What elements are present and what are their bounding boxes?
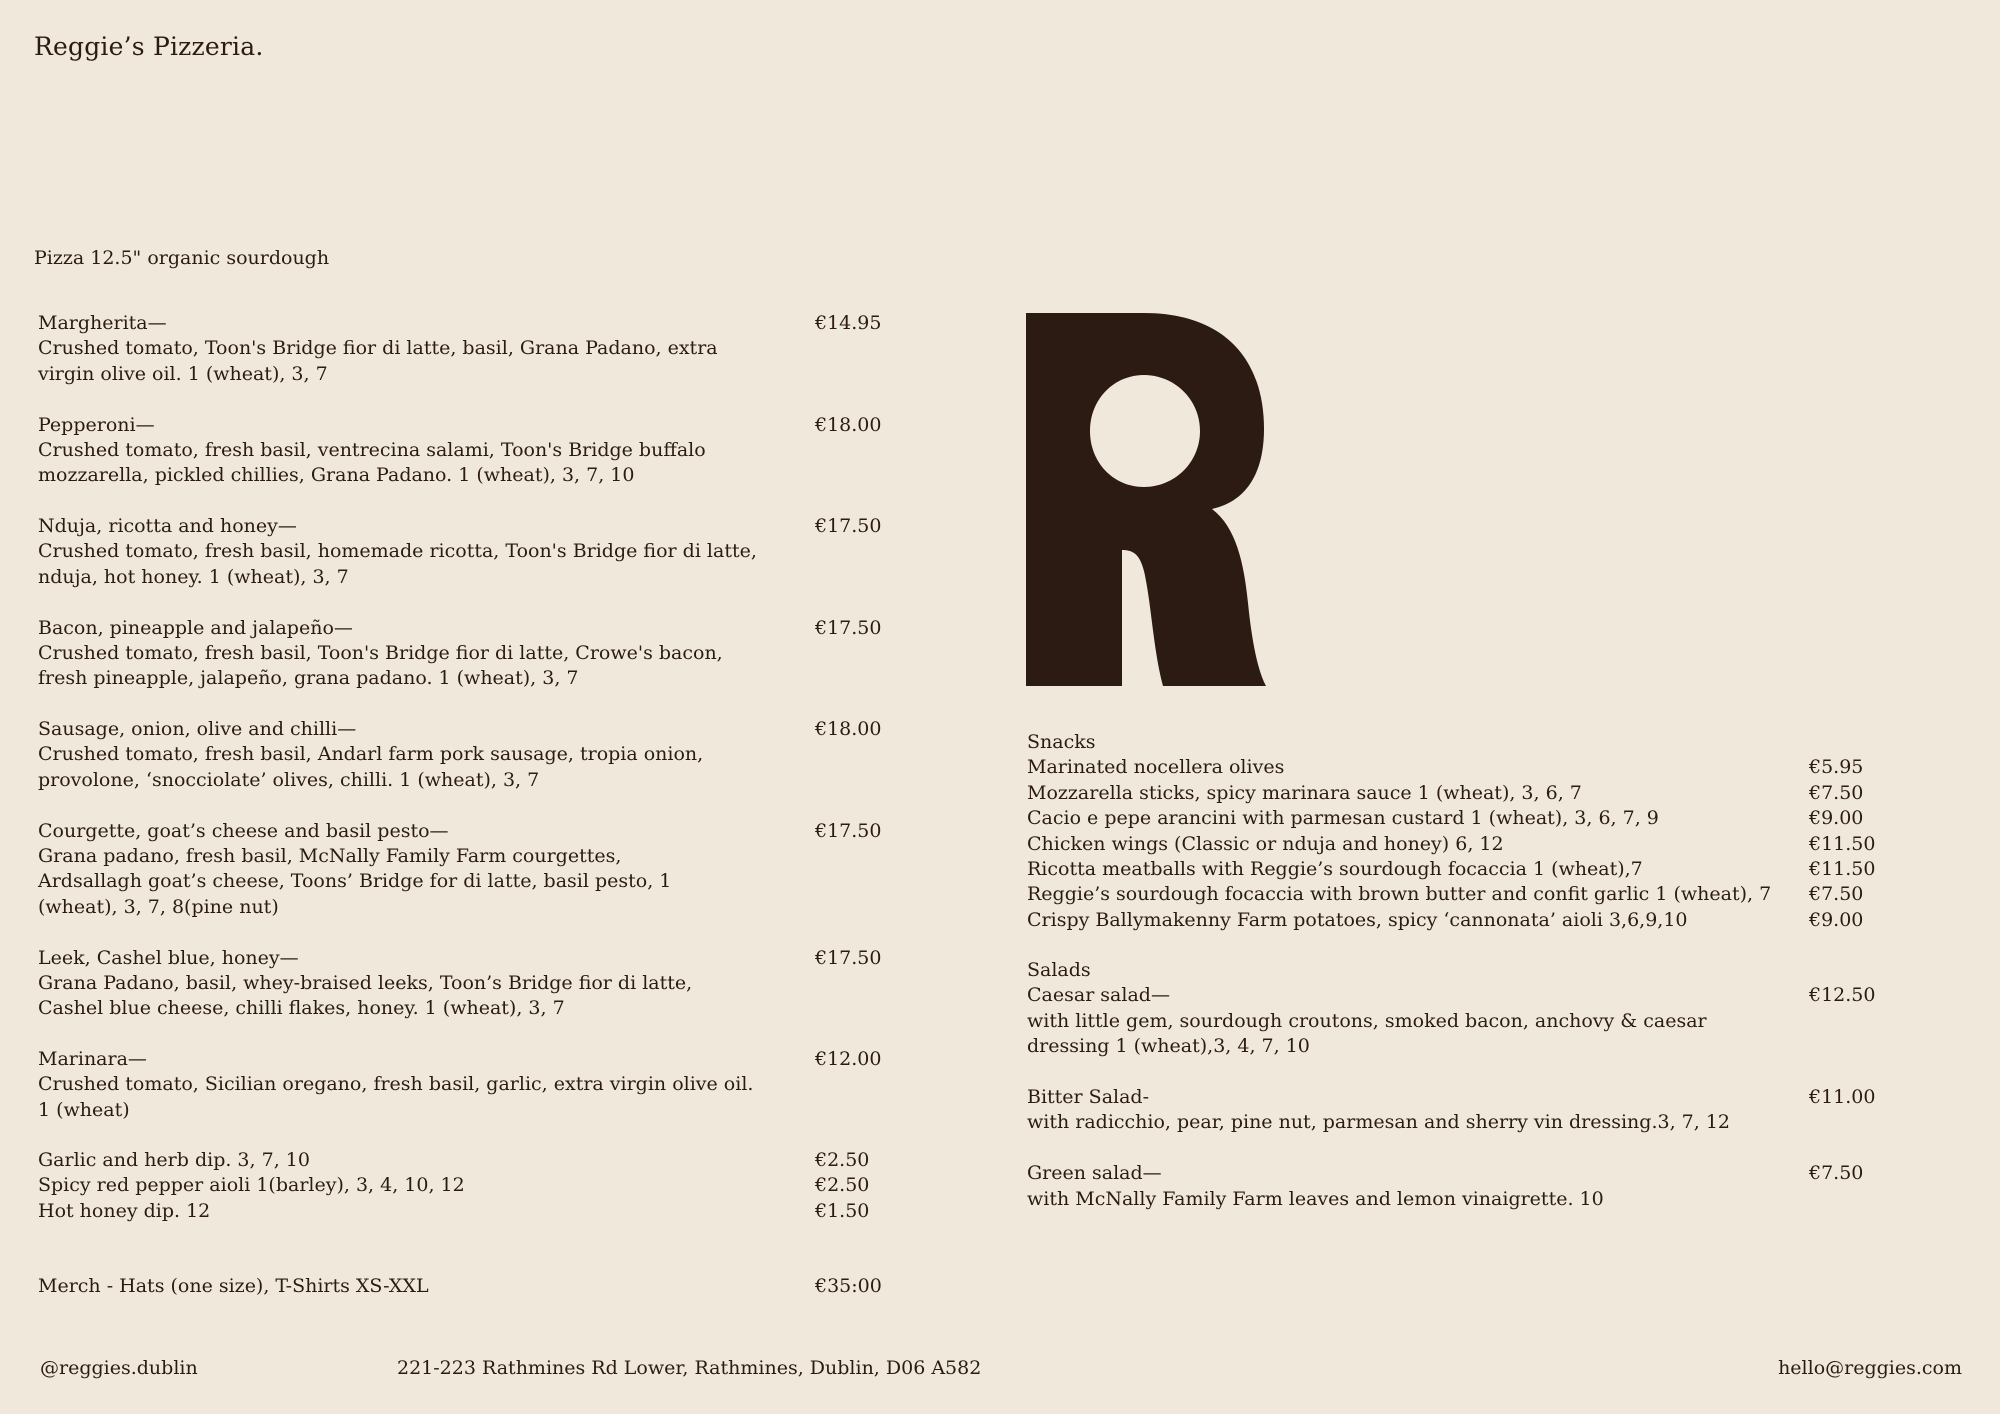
item-price: €17.50 <box>815 515 882 537</box>
item-name: Merch - Hats (one size), T-Shirts XS-XXL <box>38 1275 429 1297</box>
item-price: €17.50 <box>815 946 882 969</box>
salads-section <box>1027 958 1927 1212</box>
menu-item-leek <box>38 946 898 1048</box>
item-price: €17.50 <box>815 819 882 842</box>
instagram-handle: @reggies.dublin <box>40 1357 198 1379</box>
snack-item <box>1027 755 1927 780</box>
item-price: €7.50 <box>1809 883 1864 906</box>
snack-item <box>1027 882 1927 907</box>
brand-name: Reggie’s Pizzeria. <box>34 32 264 61</box>
item-description: Crushed tomato, fresh basil, ventrecina salami, Toon's Bridge buffalo mozzarella, pickled chillies, Grana Padano. 1 (wheat), 3, 7, 10 <box>38 438 706 487</box>
salads-heading: Salads <box>1027 959 1091 981</box>
item-description: Crushed tomato, Sicilian oregano, fresh basil, garlic, extra virgin olive oil. 1 (wheat) <box>38 1073 754 1121</box>
item-price: €9.00 <box>1809 807 1864 830</box>
pizza-section-title: Pizza 12.5" organic sourdough <box>34 247 330 269</box>
snack-item <box>1027 857 1927 882</box>
pizza-list <box>38 311 898 1149</box>
email-address: hello@reggies.com <box>1778 1357 1962 1379</box>
dip-item <box>38 1148 898 1173</box>
item-description: with radicchio, pear, pine nut, parmesan and sherry vin dressing.3, 7, 12 <box>1027 1111 1730 1134</box>
menu-item-margherita <box>38 311 898 413</box>
item-description: Crushed tomato, fresh basil, homemade ricotta, Toon's Bridge fior di latte, nduja, hot honey. 1 (wheat), 3, 7 <box>38 540 757 588</box>
item-price: €7.50 <box>1809 781 1864 804</box>
item-price: €14.95 <box>815 312 882 334</box>
item-description: Crushed tomato, fresh basil, Toon's Bridge fior di latte, Crowe's bacon, fresh pineapple, jalapeño, grana padano. 1 (wheat), 3, 7 <box>38 641 723 690</box>
snack-item <box>1027 806 1927 831</box>
item-price: €5.95 <box>1809 756 1864 779</box>
dip-item <box>38 1173 898 1198</box>
dip-item <box>38 1199 898 1224</box>
dip-list <box>38 1148 898 1224</box>
item-name: Nduja, ricotta and honey— <box>38 515 297 537</box>
snack-item <box>1027 832 1927 857</box>
item-name: Chicken wings (Classic or nduja and honey) 6, 12 <box>1027 832 1504 855</box>
item-description: with little gem, sourdough croutons, smoked bacon, anchovy & caesar dressing 1 (wheat),3, 4, 7, 10 <box>1027 1009 1707 1058</box>
item-name: Crispy Ballymakenny Farm potatoes, spicy ‘cannonata’ aioli 3,6,9,10 <box>1027 908 1688 931</box>
item-name: Reggie’s sourdough focaccia with brown butter and confit garlic 1 (wheat), 7 <box>1027 883 1772 906</box>
item-price: €11.50 <box>1809 857 1876 880</box>
menu-item-sausage <box>38 717 898 819</box>
item-price: €12.50 <box>1809 984 1876 1007</box>
item-name: Bitter Salad- <box>1027 1085 1150 1108</box>
item-description: Grana padano, fresh basil, McNally Family Farm courgettes, Ardsallagh goat’s cheese, Toons’ Bridge for di latte, basil pesto, 1 (wheat), 3, 7, 8(pine nut) <box>38 844 672 918</box>
snack-item <box>1027 781 1927 806</box>
salad-item <box>1027 1161 1927 1212</box>
item-name: Mozzarella sticks, spicy marinara sauce 1 (wheat), 3, 6, 7 <box>1027 781 1582 804</box>
r-logo-icon <box>1026 313 1266 686</box>
item-name: Leek, Cashel blue, honey— <box>38 946 299 969</box>
item-price: €11.50 <box>1809 832 1876 855</box>
item-description: Crushed tomato, Toon's Bridge fior di latte, basil, Grana Padano, extra virgin olive oil. 1 (wheat), 3, 7 <box>38 337 718 385</box>
item-price: €18.00 <box>815 718 882 740</box>
item-price: €1.50 <box>815 1199 870 1222</box>
item-description: with McNally Family Farm leaves and lemon vinaigrette. 10 <box>1027 1187 1604 1210</box>
item-name: Margherita— <box>38 312 167 334</box>
item-name: Spicy red pepper aioli 1(barley), 3, 4, 10, 12 <box>38 1174 465 1197</box>
snacks-heading: Snacks <box>1027 731 1096 753</box>
item-name: Sausage, onion, olive and chilli— <box>38 718 357 740</box>
item-name: Courgette, goat’s cheese and basil pesto— <box>38 819 449 842</box>
item-price: €35:00 <box>815 1275 882 1297</box>
menu-item-marinara <box>38 1047 898 1149</box>
merch-row <box>38 1274 898 1299</box>
merch-item <box>38 1274 898 1299</box>
item-name: Caesar salad— <box>1027 984 1170 1007</box>
item-name: Marinated nocellera olives <box>1027 756 1285 779</box>
item-price: €2.50 <box>815 1149 870 1171</box>
menu-item-pepperoni <box>38 413 898 515</box>
menu-item-nduja <box>38 514 898 616</box>
address: 221-223 Rathmines Rd Lower, Rathmines, Dublin, D06 A582 <box>397 1357 982 1379</box>
salad-item <box>1027 1085 1927 1162</box>
item-description: Grana Padano, basil, whey-braised leeks, Toon’s Bridge fior di latte, Cashel blue cheese, chilli flakes, honey. 1 (wheat), 3, 7 <box>38 971 693 1020</box>
item-name: Cacio e pepe arancini with parmesan custard 1 (wheat), 3, 6, 7, 9 <box>1027 807 1659 830</box>
item-price: €11.00 <box>1809 1085 1876 1108</box>
item-name: Ricotta meatballs with Reggie’s sourdough focaccia 1 (wheat),7 <box>1027 857 1643 880</box>
item-price: €17.50 <box>815 616 882 639</box>
salad-item <box>1027 983 1927 1085</box>
item-name: Marinara— <box>38 1048 147 1070</box>
item-price: €12.00 <box>815 1048 882 1070</box>
item-price: €18.00 <box>815 413 882 436</box>
item-name: Bacon, pineapple and jalapeño— <box>38 616 353 639</box>
snacks-section <box>1027 730 1927 933</box>
item-price: €9.00 <box>1809 908 1864 931</box>
item-price: €7.50 <box>1809 1162 1864 1185</box>
menu-item-bacon-pineapple <box>38 616 898 718</box>
item-name: Pepperoni— <box>38 413 155 436</box>
item-name: Green salad— <box>1027 1162 1162 1185</box>
item-name: Hot honey dip. 12 <box>38 1199 211 1222</box>
item-description: Crushed tomato, fresh basil, Andarl farm pork sausage, tropia onion, provolone, ‘snocciolate’ olives, chilli. 1 (wheat), 3, 7 <box>38 743 704 791</box>
snack-item <box>1027 908 1927 933</box>
item-price: €2.50 <box>815 1174 870 1197</box>
item-name: Garlic and herb dip. 3, 7, 10 <box>38 1149 310 1171</box>
menu-item-courgette <box>38 819 898 946</box>
